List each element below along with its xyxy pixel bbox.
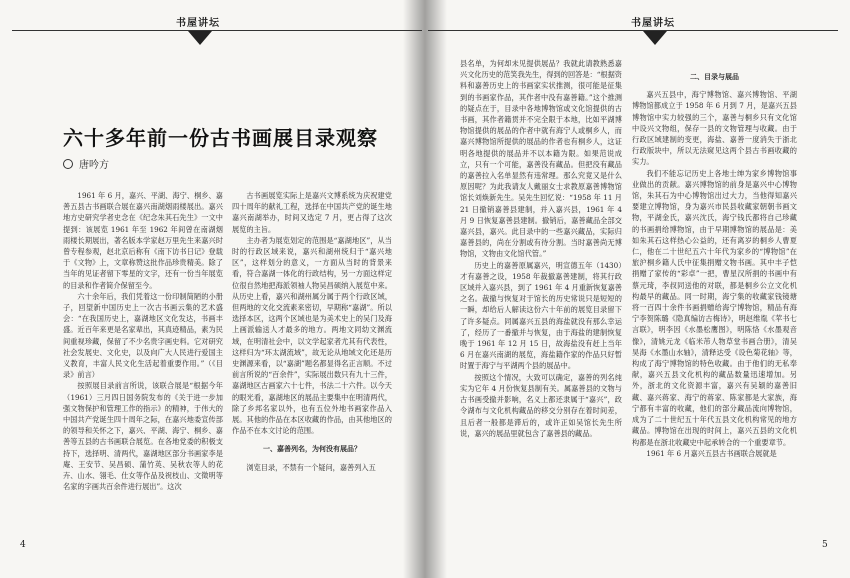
- left-header-title: 书屋讲坛: [176, 18, 220, 29]
- paragraph: 1961 年 6 月嘉兴五县古书画联合展就是: [646, 448, 777, 458]
- paragraph: 古书画展览实际上是嘉兴文博系统为庆祝建党四十周年的献礼工程，选择在中国共产党的诞生地嘉兴南湖举办，时间又选定 7 月，更占得了这次展览的主旨。: [232, 191, 392, 234]
- right-page: [425, 0, 850, 578]
- paragraph: 历史上的嘉善原属嘉兴，明宣德五年（1430）才有嘉善之设，1958 年裁撤嘉善建制，将其行政区域并入嘉兴县，到了 1961 年 4 月重新恢复嘉善之名。裁撤与恢复对于馆长的历史常说只是短短的一瞬，却给后人解读这份六十年前的展览目录留下了许多疑点。同属嘉兴五县的海盐就没有那么幸运了，经历了一番撤并与恢复，由于海盐的建制恢复晚于 1961 年 12 月 15 日，故海盐没有赶上当年 6 月在嘉兴南湖的展览，海盐籍作家的作品只好暂时置于海宁与平湖两个县的展品中。: [460, 260, 622, 371]
- paragraph: 我们不能忘记历史上各地士绅为家乡博物馆事业做出的贡献。嘉兴博物馆的前身是嘉兴中心博物馆，朱其石为中心博物馆出过大力，当他得知嘉兴要建立博物馆，身为嘉兴市民县收藏家朝朝书画文物，平湖金氏，嘉兴沈氏，海宁钱氏都将自己珍藏的书画捐给博物馆，由于早期博物馆的展品是：美如朱其石这样热心公益的，还有离岁的桐乡人曹夏仁，他在二十世纪五六十年代为家乡的“博物馆”在旅沪桐乡籍人氏中征集捐赠文物书画。其中丰子恺捐赠了家传的“彩卓”一把，曹星汉所捐的书画中有蔡元琦，李叔同送他的对联，都是桐乡公立文化机构最早的藏品。同一时期，海宁集的收藏家钱镜塘将一百四十余件书画捐赠给海宁博物馆，精品有海宁李贺陈璐《隐真编访古梅诗》，明赵维胤《苹书七言联》，明李因《水墨松鹰图》，明陈恪《水墨观音像》，清姚元龙《临米芾人物草堂书画合册》，清吴昊海《水墨山水轴》，清释达受《设色菊花轴》等，构成了海宁博物馆的特色收藏。由于他们的无私奉献，嘉兴五县文化机构的藏品数量迅速增加。另外，浙北的文化资源丰富，嘉兴有吴颖的嘉善旧藏、嘉兴蒋家、海宁的蒋家、陈家都是大家族，海宁都有丰富的收藏，他们的部分藏品流向博物馆，成为了二十世纪五十年代五县文化机构常见的地方藏品。博物馆在出现的时间上，嘉兴五县的文化机构都是在浙北收藏史中起承转合的一个重要章节。: [632, 168, 797, 447]
- paragraph: 县名单，为何却未见提供展品？我就此请教熟悉嘉兴文化历史的范笑我先生，得到的回答是：“根据资料和嘉善历史上的书画家实状推测，很可能是征集到的书画家作品，其作者中没有嘉善籍。”这个推测的疑点在于，目录中各地博物馆或文化馆提供的古书画，其作者籍贯并不完全限于本地，比如平湖博物馆提供的展品的作者中就有海宁人或桐乡人，而嘉兴博物馆所提供的展品的作者也有桐乡人，这证明各地提供的展品并不以本籍为限。如果范说成立，只有一个可能，嘉善没有藏品。但把没有藏品的嘉善拉入名单显然有违常理。那么究竟又是什么原因呢？为此我请友人戴丽女士求教原嘉善博物馆馆长刘焕新先生。吴先生回忆说：“1958 年 11 月 21 日撤销嘉善县建制，并入嘉兴县，1961 年 4 月 9 日恢复嘉善县建制。撤销后，嘉善藏品全部交嘉兴县，嘉兴。此目录中的一些嘉兴藏品，实际归嘉善县的，尚在分割或有待分割。当时嘉善尚无博物馆，文物由文化馆代管。”: [460, 59, 622, 259]
- paragraph: 浏览目录，不禁有一个疑问，嘉善列入五: [246, 462, 376, 472]
- paragraph: 1961 年 6 月，嘉兴、平湖、海宁、桐乡、嘉善五县古书画联合展在嘉兴南湖烟雨楼展出。嘉兴地方史研究学者史念在《纪念朱其石先生》一文中提到：该展览 1961 年至 1962 年间曾在南湖烟雨楼长期展出，著名版本学家赵万里先生来嘉兴时曾专程参观，赵北京后称有《南下访书日记》登载于《文物》上，文章称赞这批作品珍贵精美。除了当年的见证者留下零星的文字，还有一份当年展览的目录和作者简介保留至今。: [63, 191, 223, 290]
- left-page-column-1: [63, 190, 223, 530]
- paragraph: 主办者为展览划定的范围是“嘉湖地区”，从当时的行政区域来说，嘉兴和湖州统归于“嘉兴地区”，这样划分的意义，一方面从当时的背景来看，符合嘉湖一体化的行政结构，另一方面这样定位很自然地把海派领袖人物吴昌硕纳入展览中来。从历史上看，嘉兴和湖州属分属于两个行政区域，但两地的文化交流素来密切，早期称“嘉湖”。所以选择本区，这两个区域也是为美术史上的吴门及海上画派输送人才最多的地方。两地文同幼文渊流域，在明清社会中，以文学起家者尤其有代表性，这样归为“环太湖流域”，故无论从地域文化还是历史渊源来看，以“嘉湖”题名都显得名正言顺。不过前言所说的“百余件”，实际展出数只有九十三件，嘉湖地区古画家六十七件，书法二十六件。以今天的眼光看，嘉湖地区的展品主要集中在明清两代，除了乡邦名家以外，也有五位外地书画家作品入展。其他的作品在本区收藏的作品，由其他地区的作品不在本文讨论的范围。: [232, 235, 392, 436]
- left-header-rule: [12, 30, 422, 31]
- left-header-triangle-marker: [188, 31, 212, 45]
- paragraph: 按照这个情况，大致可以确定，嘉善的列名纯实为它年 4 月份恢复县制有关。属嘉善县的文物与古书画受撤并影响，名义上都还隶属于“嘉兴”，政令湖布与文化机构藏品的移交分别存在着时间差，且后者一般都是滞后的，或许正如吴馆长先生所说，嘉兴的展品里就包含了嘉善县的藏品。: [460, 372, 622, 438]
- page-number-left: 4: [20, 540, 26, 550]
- right-page-gutter-shadow: [425, 0, 447, 578]
- right-page-column-1: [460, 58, 622, 533]
- section-heading-2: 二、目录与展品: [690, 73, 739, 81]
- author-bullet-icon: [63, 159, 73, 169]
- right-header-triangle-marker: [643, 31, 667, 45]
- paragraph: 六十余年后，我们凭着这一份印制简陋的小册子，回望新中国历史上一次古书画云集的艺术盛会：“在我国历史上，嘉湖地区文化发达，书画丰盛。近百年来更是名家辈出，其真迹精品，素为民间重视珍藏，保留了不少名贵字画史料。它对研究社会发展史、文化史，以及向广大人民进行爱国主义教育，丰富人民文化生活起着重要作用。”（《目录》前言）: [63, 291, 223, 380]
- right-header-rule: [428, 30, 838, 31]
- paragraph: 嘉兴五县中，海宁博物馆、嘉兴博物馆、平湖博物馆都成立于 1958 年 6 月到 7 月，是嘉兴五县博物馆中实力较强的三个，嘉善与桐乡只有文化馆中设兴文物组，保存一县的文物管理与收藏。由于行政区域建制的变更，海盐、嘉善一度消失于浙北行政版块中，所以无法窥见这两个县古书画收藏的实力。: [632, 90, 797, 167]
- article-title: 六十多年前一份古书画展目录观察: [63, 126, 378, 150]
- right-page-column-2: [632, 58, 797, 533]
- author-name: 唐吟方: [79, 160, 109, 171]
- section-heading-1: 一、嘉善列名，为何没有展品？: [263, 445, 361, 454]
- article-author: [63, 156, 109, 171]
- paragraph: 按照展目录前言所说，该联合展是“根据今年（1961）三月四日国务院发布的《关于进一步加强文物保护和管理工作的指示》的精神，于伟大的中国共产党诞生四十周年之际，在嘉兴地委宣传部的领导和关怀之下，嘉兴、平湖、海宁、桐乡、嘉善等五县的古书画联合展览。在各地党委的积极支持下，选择明、清两代，嘉湖地区部分书画家李是庵、王安节、吴昌硕、蒲竹英、吴秋农等人的花卉、山水、翎毛、仕女等作品及祝枝山、文徵明等名家的字画共百余件进行展出”。这次: [63, 381, 223, 492]
- right-header-title: 书屋讲坛: [631, 18, 675, 29]
- page-number-right: 5: [822, 540, 828, 550]
- left-page-gutter-shadow: [403, 0, 425, 578]
- left-page-column-2: [232, 190, 392, 530]
